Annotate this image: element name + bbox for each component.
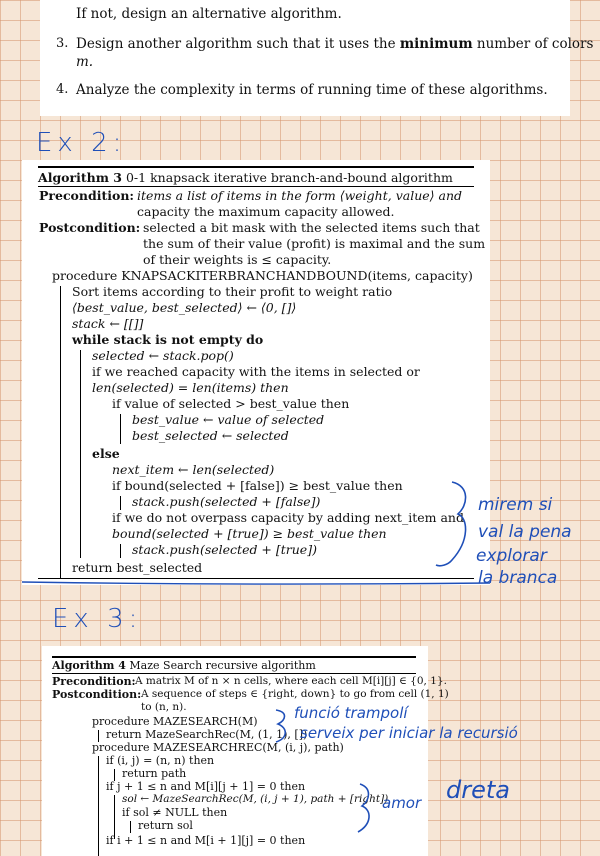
algo-line: best_selected ← selected [132, 428, 289, 443]
item3-var: m. [76, 54, 94, 70]
algo-line: bound(selected + [true]) ≥ best_value then [112, 526, 387, 541]
algo-line: return sol [138, 819, 193, 832]
underline-stroke [22, 582, 490, 584]
postcondition-label: Postcondition: [39, 220, 141, 235]
algo-line: ⟨best_value, best_selected⟩ ← ⟨0, []⟩ [72, 300, 297, 315]
algo-line: selected ← stack.pop() [92, 348, 234, 363]
postcondition-line-2: the sum of their value (profit) is maximal and the sum [143, 236, 486, 251]
postcondition-label: Postcondition: [52, 688, 142, 701]
algo-line: Sort items according to their profit to weight ratio [72, 284, 393, 299]
handwritten-note-line-2: val la pena [478, 522, 572, 542]
handwritten-note-amor: amor [382, 794, 422, 812]
algo-line: procedure MAZESEARCHREC(M, (i, j), path) [92, 741, 344, 754]
algo-line: return best_selected [72, 560, 203, 575]
handwritten-note-dreta: dreta [446, 776, 510, 804]
handwritten-note-line-1: mirem si [478, 495, 553, 515]
algo-line: if i + 1 ≤ n and M[i + 1][j] = 0 then [106, 834, 306, 847]
precondition-line-1: items a list of items in the form ⟨weight, value⟩ and [137, 188, 463, 203]
precondition-label: Precondition: [52, 675, 136, 688]
algo-line: stack.push(selected + [true]) [132, 542, 317, 557]
algo-line: procedure KNAPSACKITERBRANCHANDBOUND(items, capacity) [52, 268, 473, 283]
algo-line: if we do not overpass capacity by adding next_item and [112, 510, 464, 525]
algo-line: stack.push(selected + [false]) [132, 494, 321, 509]
algo-line: else [92, 446, 120, 461]
item4-text: Analyze the complexity in terms of running time of these algorithms. [76, 82, 548, 98]
item2-tail: If not, design an alternative algorithm. [76, 6, 342, 22]
algo4-caption: Algorithm 4 Maze Search recursive algorithm [52, 659, 316, 672]
postcondition-line-1: selected a bit mask with the selected items such that [143, 220, 480, 235]
postcondition-line-1: A sequence of steps ∈ {right, down} to go from cell (1, 1) [141, 688, 449, 700]
item3-number: 3. [56, 36, 69, 51]
algo-line: next_item ← len(selected) [112, 462, 275, 477]
precondition-label: Precondition: [39, 188, 135, 203]
algo-line: return path [122, 767, 187, 780]
algo-line: sol ← MazeSearchRec(M, (i, j + 1), path + [right]) [122, 793, 389, 805]
precondition-line-1: A matrix M of n × n cells, where each cell M[i][j] ∈ {0, 1}. [135, 675, 447, 687]
algo-line: stack ← [[]] [72, 316, 144, 331]
algo3-caption: Algorithm 3 0-1 knapsack iterative branch-and-bound algorithm [38, 170, 453, 185]
algo-line: return MazeSearchRec(M, (1, 1), []) [106, 728, 308, 741]
algo-line: if j + 1 ≤ n and M[i][j + 1] = 0 then [106, 780, 306, 793]
precondition-line-2: capacity the maximum capacity allowed. [137, 204, 395, 219]
postcondition-line-2: to (n, n). [141, 701, 187, 713]
algo-line: len(selected) = len(items) then [92, 380, 289, 395]
brace-stroke [276, 710, 285, 742]
algo-line: procedure MAZESEARCH(M) [92, 715, 258, 728]
handwritten-ex3: Ex 3: [52, 604, 143, 634]
algo-line: while stack is not empty do [72, 332, 264, 347]
handwritten-ex2: Ex 2: [36, 128, 127, 158]
handwritten-note-recursion: serveix per iniciar la recursió [300, 724, 518, 742]
algo-line: if bound(selected + [false]) ≥ best_value then [112, 478, 403, 493]
handwritten-note-line-4: la branca [478, 568, 558, 588]
algo-line: if (i, j) = (n, n) then [106, 754, 215, 767]
item3-text: Design another algorithm such that it uses the minimum number of colors [76, 36, 594, 52]
brace-stroke [358, 784, 369, 832]
algo-line: best_value ← value of selected [132, 412, 325, 427]
handwritten-note-trampoline: funció trampolí [294, 704, 408, 722]
handwritten-note-line-3: explorar [476, 546, 547, 566]
algo-line: if value of selected > best_value then [112, 396, 350, 411]
postcondition-line-3: of their weights is ≤ capacity. [143, 252, 332, 267]
item4-number: 4. [56, 82, 69, 97]
algo-line: if we reached capacity with the items in selected or [92, 364, 420, 379]
brace-stroke [436, 482, 466, 566]
algo-line: if sol ≠ NULL then [122, 806, 228, 819]
